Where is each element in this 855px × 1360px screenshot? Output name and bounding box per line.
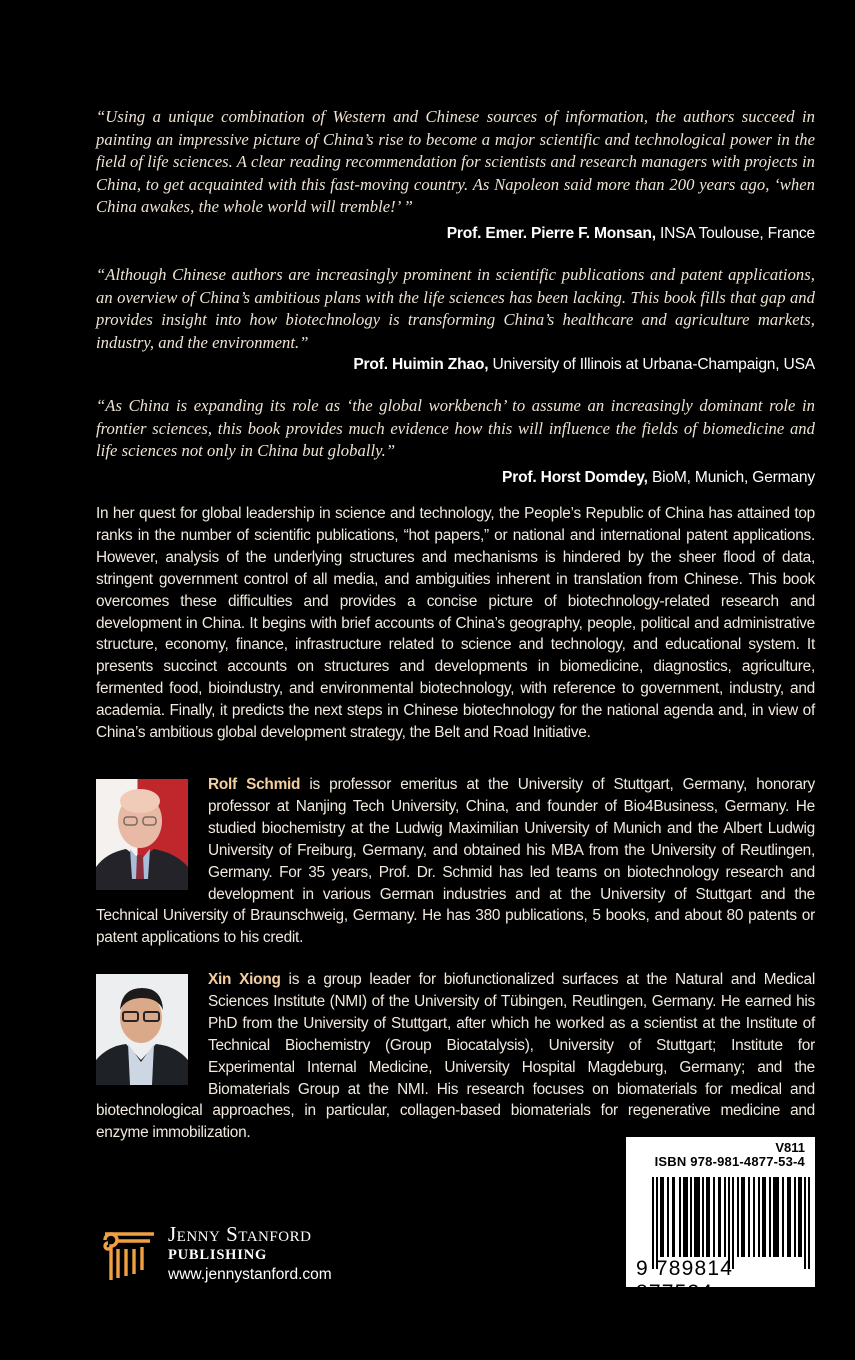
author-photo-xiong: [96, 974, 188, 1085]
isbn-label: ISBN 978-981-4877-53-4: [654, 1154, 805, 1169]
publisher-subtitle: PUBLISHING: [168, 1247, 268, 1263]
author-name: Xin Xiong: [208, 971, 281, 988]
endorser-affiliation: INSA Toulouse, France: [655, 224, 815, 242]
publisher-logo: [96, 1222, 156, 1287]
endorser-name: Prof. Emer. Pierre F. Monsan,: [446, 224, 656, 242]
endorsement-attribution: [96, 467, 815, 490]
author-photo-schmid: [96, 779, 188, 890]
author-bio-schmid: [96, 774, 815, 949]
isbn-barcode: [626, 1137, 815, 1304]
publisher-text: [168, 1222, 332, 1286]
publisher-name: Jenny Stanford: [168, 1222, 312, 1246]
endorsement-quote: “Although Chinese authors are increasingly prominent in scientific publications and patent applications, an overview of China’s ambitious plans with the life sciences has been lacking. This book fills that gap and provides insight into how biotechnology is transforming China’s healthcare and agriculture markets, industry, and the environment.”: [96, 265, 815, 352]
endorsement-attribution: [96, 354, 815, 377]
endorser-affiliation: University of Illinois at Urbana-Champaign, USA: [488, 356, 815, 374]
endorsement-attribution: [96, 223, 815, 246]
endorsement-1: [96, 106, 815, 246]
author-bio-xiong: [96, 969, 815, 1144]
author-name: Rolf Schmid: [208, 776, 301, 793]
endorsement-2: [96, 264, 815, 377]
endorsement-3: [96, 395, 815, 489]
barcode-code: V811: [775, 1140, 805, 1155]
publisher-url[interactable]: www.jennystanford.com: [168, 1266, 332, 1283]
barcode-icon: [652, 1177, 810, 1269]
endorser-name: Prof. Huimin Zhao,: [353, 356, 489, 374]
barcode-digits: 9 789814 877534: [636, 1257, 734, 1304]
endorser-affiliation: BioM, Munich, Germany: [647, 468, 815, 486]
ionic-column-icon: [96, 1222, 156, 1282]
endorser-name: Prof. Horst Domdey,: [502, 468, 648, 486]
author-bio-text: is a group leader for biofunctionalized surfaces at the Natural and Medical Sciences Institute (NMI) of the University of Tübingen, Reutlingen, Germany. He earned his PhD from the University of Stuttgart, after which he worked as a scientist at the Institute of Technical Biochemistry (Group Biocatalysis), University of Stuttgart; Institute for Experimental Internal Medicine, University Hospital Magdeburg, Germany; and the Biomaterials Group at the NMI. His research focuses on biomaterials for medical and biotechnological approaches, in particular, collagen-based biomaterials for regenerative medicine and enzyme immobilization.: [96, 971, 815, 1142]
portrait-icon: [96, 779, 188, 890]
endorsement-quote: “As China is expanding its role as ‘the global workbench’ to assume an increasingly dominant role in frontier sciences, this book provides much evidence how this will influence the fields of biomedicine and life sciences not only in China but globally.”: [96, 396, 815, 461]
endorsement-quote: “Using a unique combination of Western and Chinese sources of information, the authors succeed in painting an impressive picture of China’s rise to become a major scientific and technological power in the field of life sciences. A clear reading recommendation for scientists and research managers with projects in China, to get acquainted with this fast-moving country. As Napoleon said more than 200 years ago, ‘when China awakes, the whole world will tremble!’ ”: [96, 107, 815, 217]
author-bio-text: is professor emeritus at the University of Stuttgart, Germany, honorary professor at Nanjing Tech University, China, and founder of Bio4Business, Germany. He studied biochemistry at the Ludwig Maximilian University of Munich and the Albert Ludwig University of Freiburg, Germany, and obtained his MBA from the University of Reutlingen, Germany. For 35 years, Prof. Dr. Schmid has led teams on biotechnology research and development in various German industries and at the University of Stuttgart and the Technical University of Braunschweig, Germany. He has 380 publications, 5 books, and about 80 patents or patent applications to his credit.: [96, 776, 815, 947]
book-description: In her quest for global leadership in science and technology, the People’s Republic of China has attained top ranks in the number of scientific publications, “hot papers,” or national and international patent applications. However, analysis of the underlying structures and mechanisms is hindered by the sheer flood of data, stringent government control of all media, and ambiguities inherent in translation from Chinese. This book overcomes these difficulties and provides a concise picture of biotechnology-related research and development in China. It begins with brief accounts of China’s geography, people, political and administrative structure, economy, finance, infrastructure related to science and technology, and educational system. It presents succinct accounts on structures and developments in biomedicine, diagnostics, agriculture, fermented food, bioindustry, and environmental biotechnology, with reference to government, industry, and academia. Finally, it predicts the next steps in Chinese biotechnology for the national agenda and, in view of China’s ambitious global development strategy, the Belt and Road Initiative.: [96, 505, 815, 742]
portrait-icon: [96, 974, 188, 1085]
